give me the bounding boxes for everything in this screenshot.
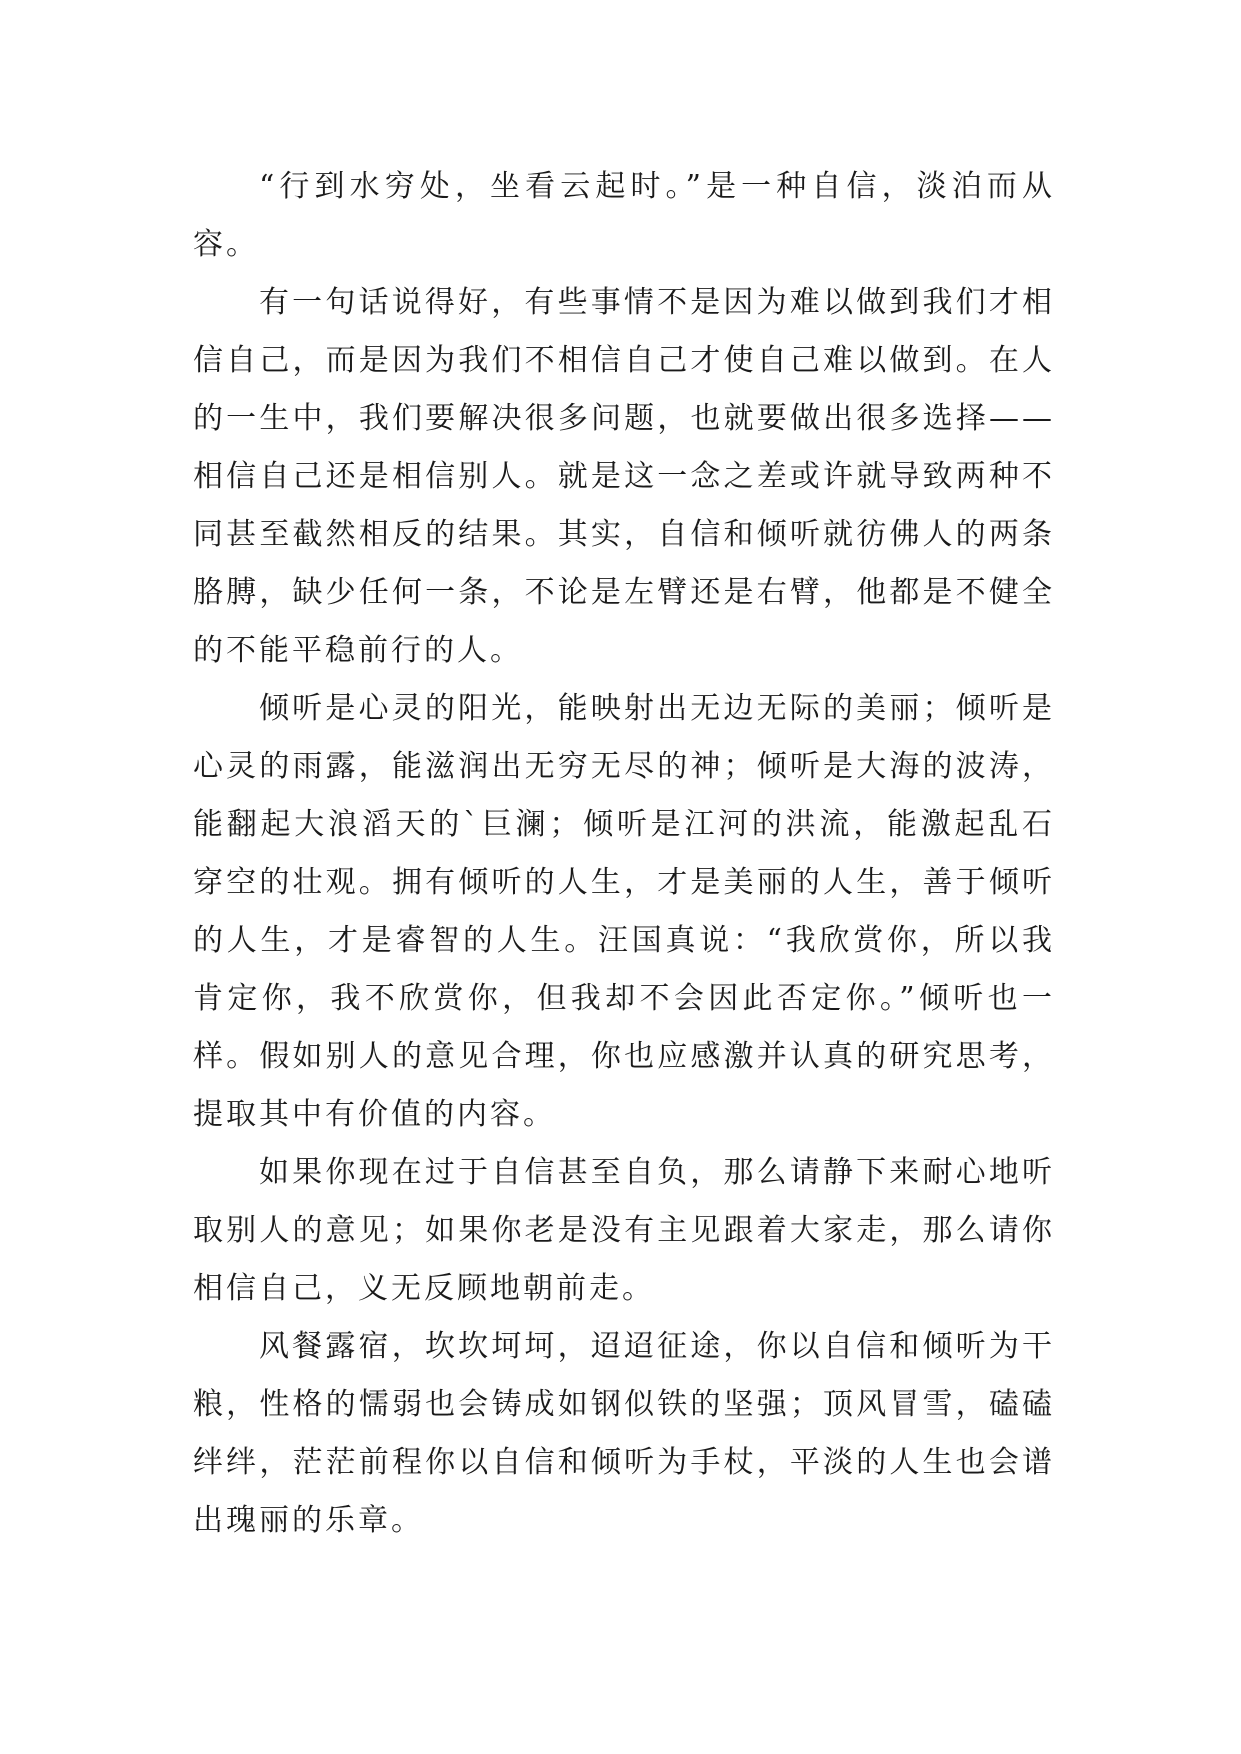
paragraph: “行到水穷处，坐看云起时。”是一种自信，淡泊而从容。 (193, 169, 1055, 262)
paragraph: 倾听是心灵的阳光，能映射出无边无际的美丽；倾听是心灵的雨露，能滋润出无穷无尽的神；倾听是大海的波涛，能翻起大浪滔天的`巨澜；倾听是江河的洪流，能激起乱石穿空的壮观。拥有倾听的人生，才是美丽的人生，善于倾听的人生，才是睿智的人生。汪国真说：“我欣赏你，所以我肯定你，我不欣赏你，但我却不会因此否定你。”倾听也一样。假如别人的意见合理，你也应感激并认真的研究思考，提取其中有价值的内容。 (193, 691, 1055, 1132)
paragraph: 风餐露宿，坎坎坷坷，迢迢征途，你以自信和倾听为干粮，性格的懦弱也会铸成如钢似铁的坚强；顶风冒雪，磕磕绊绊，茫茫前程你以自信和倾听为手杖，平淡的人生也会谱出瑰丽的乐章。 (193, 1329, 1055, 1538)
paragraph: 有一句话说得好，有些事情不是因为难以做到我们才相信自己，而是因为我们不相信自己才使自己难以做到。在人的一生中，我们要解决很多问题，也就要做出很多选择——相信自己还是相信别人。就是这一念之差或许就导致两种不同甚至截然相反的结果。其实，自信和倾听就彷佛人的两条胳膊，缺少任何一条，不论是左臂还是右臂，他都是不健全的不能平稳前行的人。 (193, 285, 1055, 668)
document-body (193, 158, 1055, 1550)
paragraph: 如果你现在过于自信甚至自负，那么请静下来耐心地听取别人的意见；如果你老是没有主见跟着大家走，那么请你相信自己，义无反顾地朝前走。 (193, 1155, 1055, 1306)
